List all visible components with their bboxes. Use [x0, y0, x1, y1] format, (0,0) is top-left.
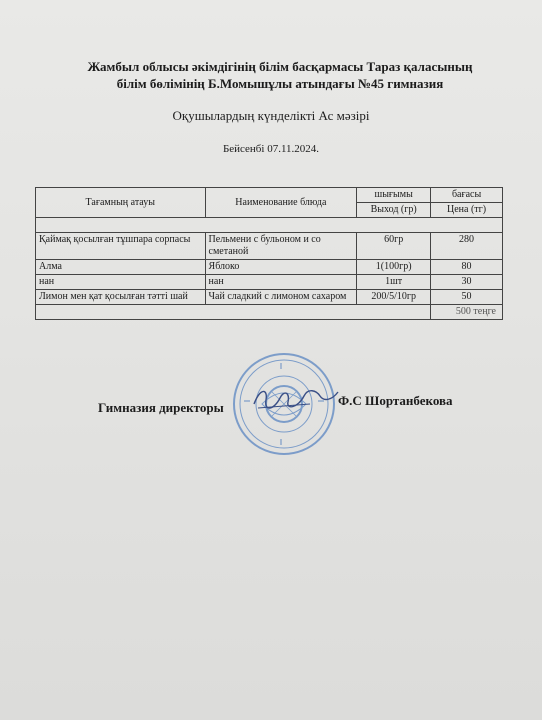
table-row: [36, 260, 503, 275]
header-price-kz: бағасы: [431, 188, 503, 203]
dish-output: 200/5/10гр: [357, 290, 431, 305]
menu-title: Оқушылардың күнделікті Ас мәзірі: [172, 108, 370, 123]
dish-ru: Яблоко: [205, 260, 357, 275]
header-output-kz: шығымы: [357, 188, 431, 203]
director-name: Ф.С Шортанбекова: [338, 393, 453, 408]
dish-kz: Қаймақ қосылған тұшпара сорпасы: [36, 233, 206, 260]
dish-output: 60гр: [357, 233, 431, 260]
signature-icon: [250, 382, 340, 418]
dish-price: 280: [431, 233, 503, 260]
header-price-ru: Цена (тг): [431, 203, 503, 218]
document-header: [40, 58, 520, 92]
dish-ru: Чай сладкий с лимоном сахаром: [205, 290, 357, 305]
dish-kz: Лимон мен қат қосылған тәтті шай: [36, 290, 206, 305]
dish-output: 1шт: [357, 275, 431, 290]
header-line-1: Жамбыл облысы әкімдігінің білім басқармасы Тараз қаласының: [87, 59, 473, 74]
table-spacer-row: [36, 218, 503, 233]
header-dish-ru: Наименование блюда: [205, 188, 357, 218]
director-title: Гимназия директоры: [98, 400, 224, 415]
dish-price: 50: [431, 290, 503, 305]
header-dish-kz: Тағамның атауы: [36, 188, 206, 218]
table-header-row: [36, 188, 503, 203]
header-line-2: білім бөлімінің Б.Момышұлы атындағы №45 гимназия: [116, 76, 444, 91]
dish-kz: Алма: [36, 260, 206, 275]
dish-ru: Пельмени с бульоном и со сметаной: [205, 233, 357, 260]
dish-price: 30: [431, 275, 503, 290]
dish-kz: нан: [36, 275, 206, 290]
total-price: 500 теңге: [431, 305, 503, 320]
table-row: [36, 275, 503, 290]
table-total-row: [36, 305, 503, 320]
dish-price: 80: [431, 260, 503, 275]
header-output-ru: Выход (гр): [357, 203, 431, 218]
menu-date: Бейсенбі 07.11.2024.: [222, 143, 320, 155]
table-row: [36, 233, 503, 260]
menu-table: [35, 187, 503, 320]
table-row: [36, 290, 503, 305]
dish-output: 1(100гр): [357, 260, 431, 275]
dish-ru: нан: [205, 275, 357, 290]
